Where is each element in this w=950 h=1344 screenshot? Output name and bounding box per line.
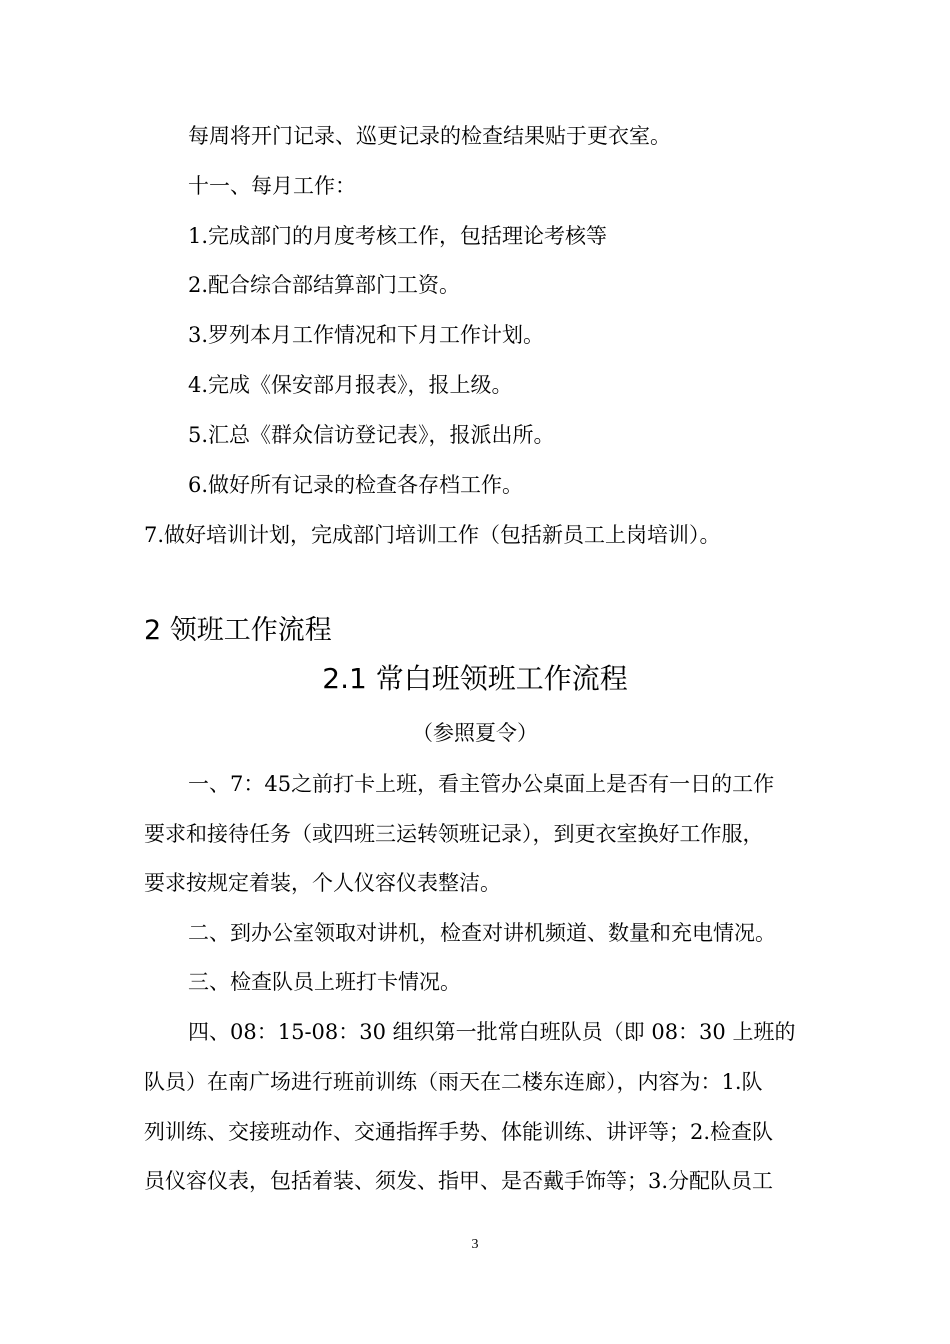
body-line: 队员）在南广场进行班前训练（雨天在二楼东连廊），内容为：1.队 [144, 1070, 763, 1094]
body-line: 列训练、交接班动作、交通指挥手势、体能训练、讲评等；2.检查队 [144, 1120, 774, 1144]
body-line: 四、08：15-08：30 组织第一批常白班队员（即 08：30 上班的 [188, 1020, 796, 1044]
list-item: 7.做好培训计划，完成部门培训工作（包括新员工上岗培训）。 [144, 523, 721, 547]
list-item: 6.做好所有记录的检查各存档工作。 [188, 473, 524, 497]
body-line: 二、到办公室领取对讲机，检查对讲机频道、数量和充电情况。 [188, 921, 776, 945]
text-line: 十一、每月工作： [188, 174, 356, 198]
body-line: 要求和接待任务（或四班三运转领班记录），到更衣室换好工作服， [144, 822, 764, 846]
section-heading: 2 领班工作流程 [144, 615, 332, 646]
body-line: 员仪容仪表，包括着装、须发、指甲、是否戴手饰等；3.分配队员工 [144, 1169, 774, 1193]
text-line: 每周将开门记录、巡更记录的检查结果贴于更衣室。 [188, 124, 671, 148]
list-item: 4.完成《保安部月报表》，报上级。 [188, 373, 513, 397]
list-item: 5.汇总《群众信访登记表》，报派出所。 [188, 423, 555, 447]
list-item: 3.罗列本月工作情况和下月工作计划。 [188, 323, 545, 347]
subsection-heading: 2.1 常白班领班工作流程 [322, 662, 628, 695]
page-number: 3 [471, 1237, 479, 1252]
body-line: 一、7：45之前打卡上班，看主管办公桌面上是否有一日的工作 [188, 772, 775, 796]
list-item: 2.配合综合部结算部门工资。 [188, 273, 461, 297]
body-line: 三、检查队员上班打卡情况。 [188, 970, 461, 994]
subtitle: （参照夏令） [412, 721, 538, 745]
body-line: 要求按规定着装，个人仪容仪表整洁。 [144, 871, 501, 895]
list-item: 1.完成部门的月度考核工作，包括理论考核等 [188, 224, 608, 248]
